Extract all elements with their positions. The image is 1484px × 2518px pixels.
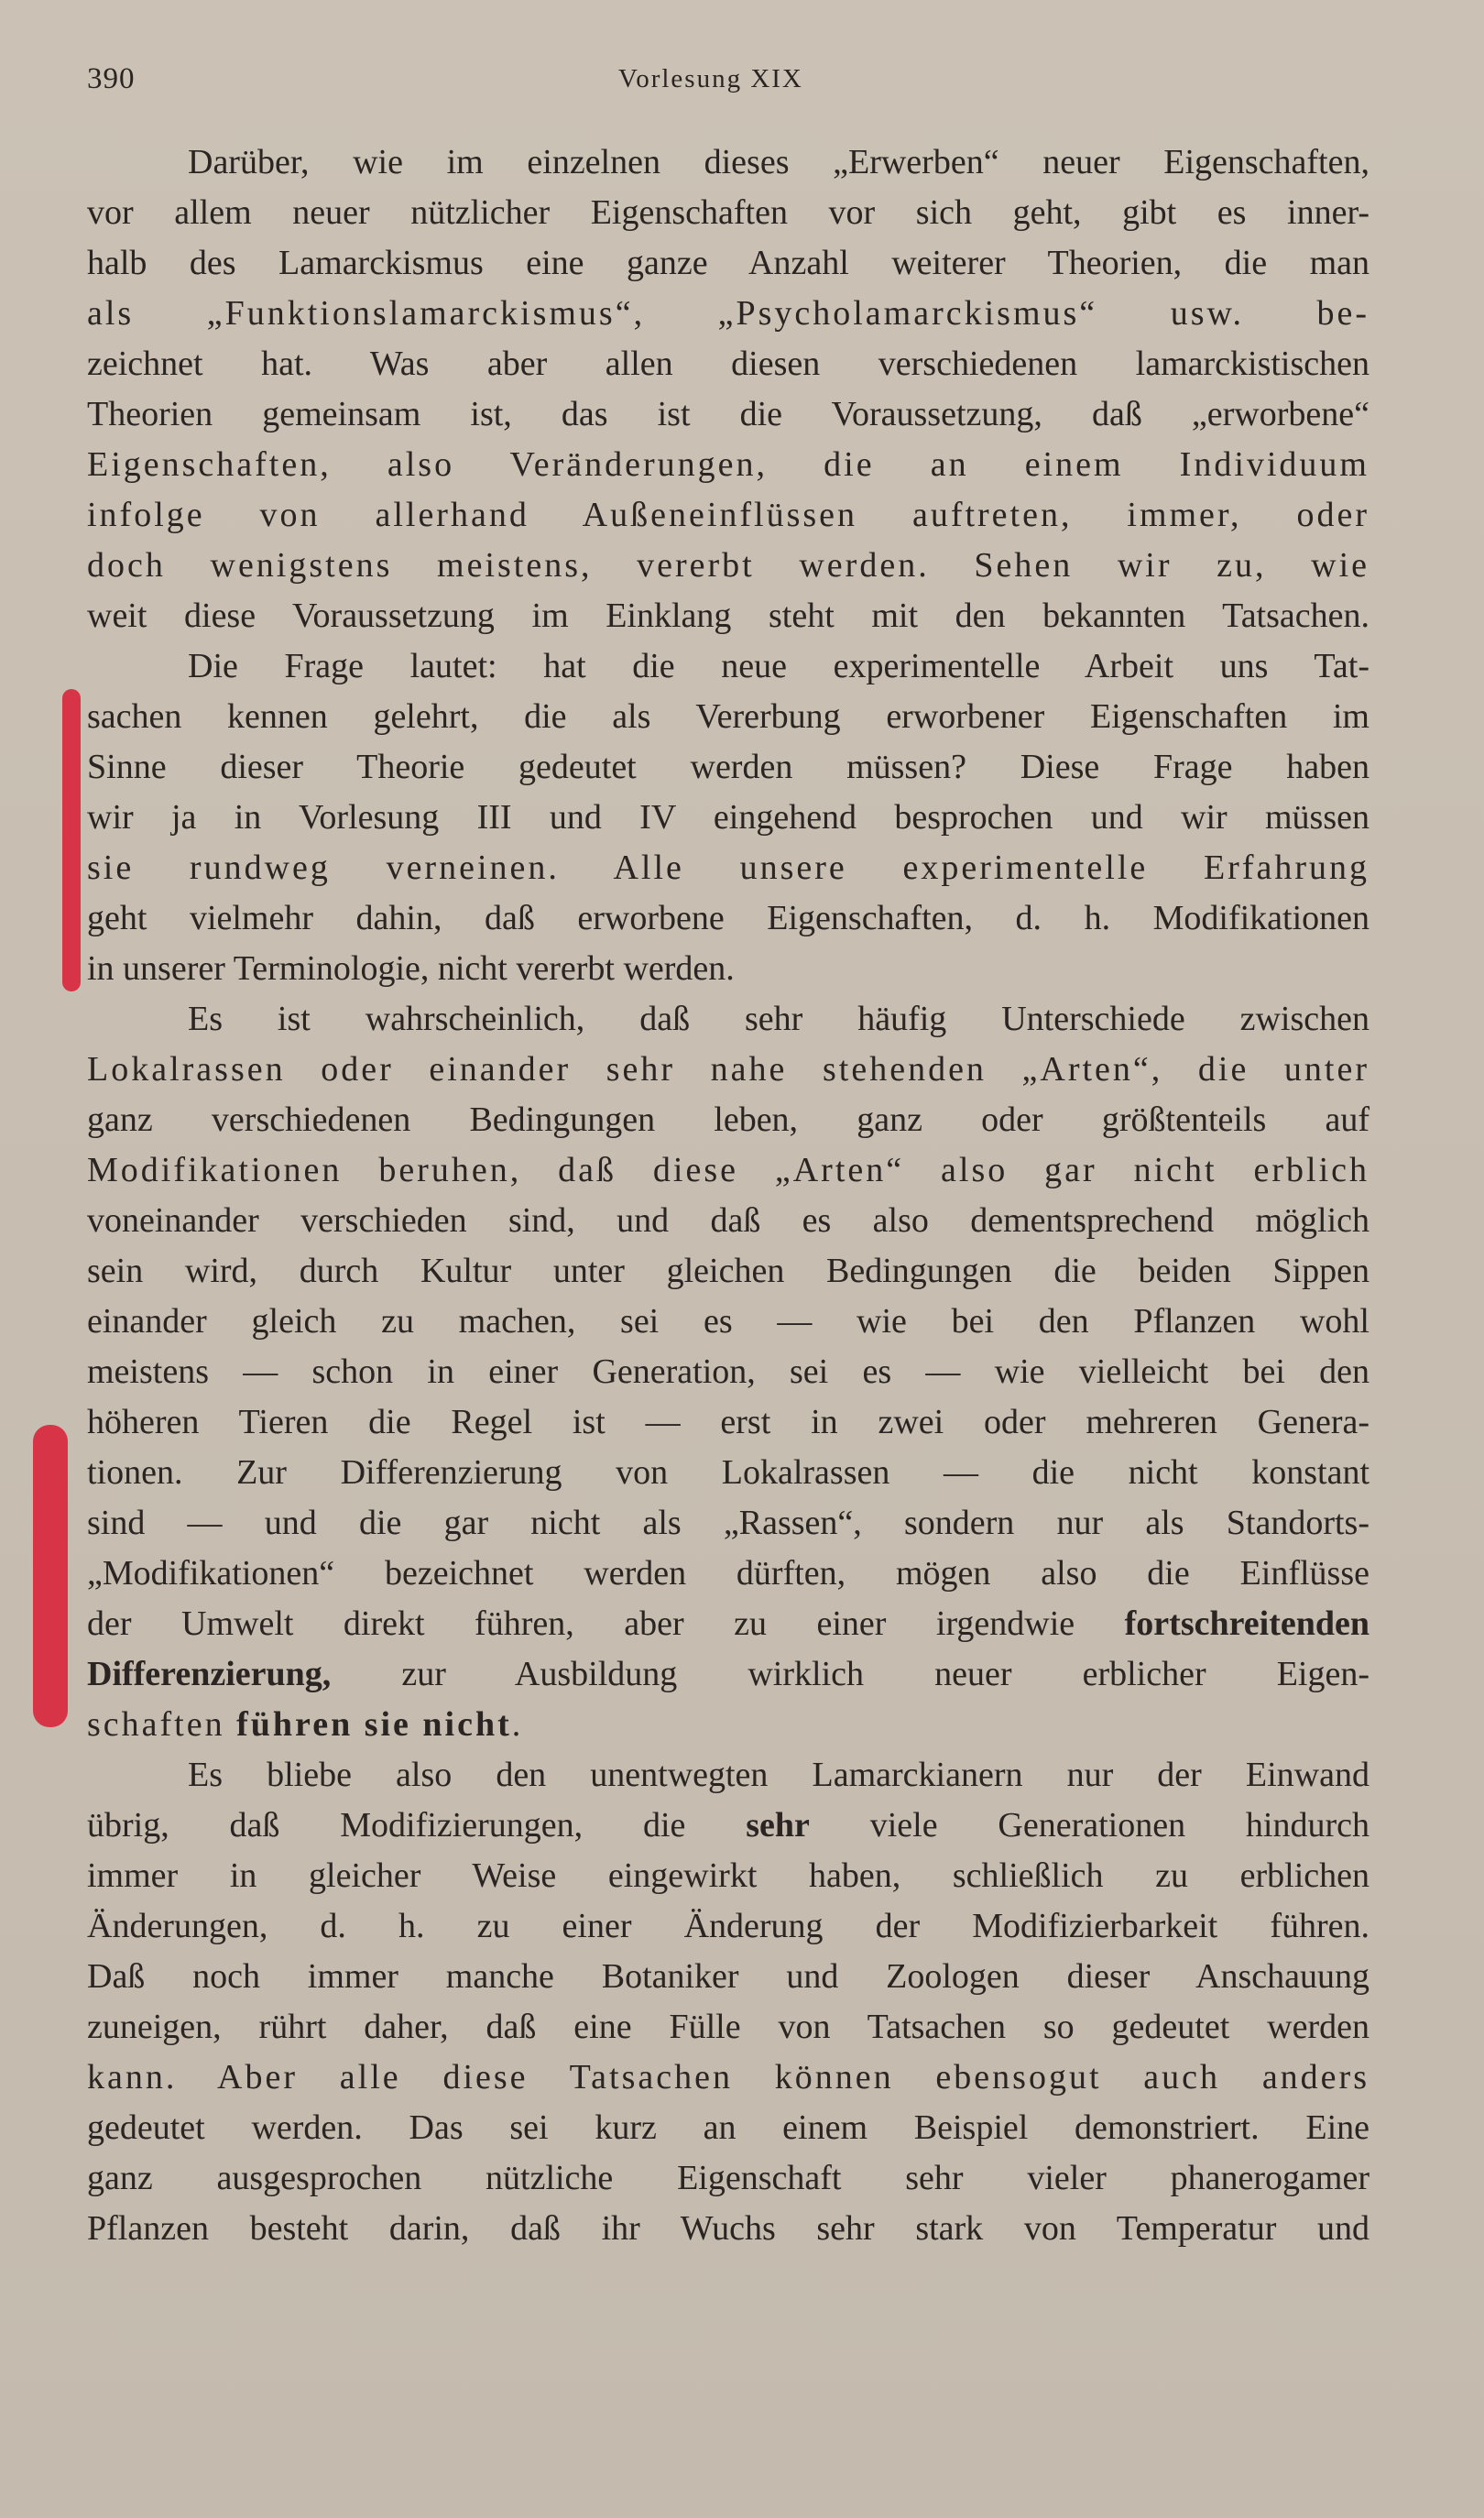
running-head: Vorlesung XIX [618, 64, 803, 93]
text-run: schaften [87, 1705, 237, 1744]
text-line: vor allem neuer nützlicher Eigenschaften vor sich geht, gibt es inner- [87, 193, 1369, 232]
text-line: Theorien gemeinsam ist, das ist die Voraussetzung, daß „erworbene“ [87, 395, 1369, 433]
text-line [87, 1801, 1369, 1851]
text-line: meistens — schon in einer Generation, sei es — wie vielleicht bei den [87, 1352, 1369, 1391]
text-line: Lokalrassen oder einander sehr nahe stehenden „Arten“, die unter [87, 1050, 1369, 1089]
text-line: wir ja in Vorlesung III und IV eingehend besprochen und wir müssen [87, 798, 1369, 837]
text-line: geht vielmehr dahin, daß erworbene Eigenschaften, d. h. Modifikationen [87, 899, 1369, 937]
red-margin-marker-upper [62, 689, 81, 991]
text-line: Sinne dieser Theorie gedeutet werden müssen? Diese Frage haben [87, 748, 1369, 786]
text-line: sein wird, durch Kultur unter gleichen Bedingungen die beiden Sippen [87, 1252, 1369, 1290]
text-line: Es bliebe also den unentwegten Lamarckianern nur der Einwand [188, 1756, 1369, 1794]
text-line: ganz verschiedenen Bedingungen leben, ganz oder größtenteils auf [87, 1100, 1369, 1139]
text-line: tionen. Zur Differenzierung von Lokalrassen — die nicht konstant [87, 1453, 1369, 1492]
text-line: Die Frage lautet: hat die neue experimentelle Arbeit uns Tat- [188, 647, 1369, 685]
text-line: sind — und die gar nicht als „Rassen“, sondern nur als Standorts- [87, 1504, 1369, 1542]
text-line: einander gleich zu machen, sei es — wie bei den Pflanzen wohl [87, 1302, 1369, 1341]
text-line: weit diese Voraussetzung im Einklang steht mit den bekannten Tatsachen. [87, 597, 1369, 635]
red-margin-marker-lower [33, 1425, 68, 1727]
text-line: sie rundweg verneinen. Alle unsere experimentelle Erfahrung [87, 848, 1369, 887]
text-line: doch wenigstens meistens, vererbt werden. Sehen wir zu, wie [87, 546, 1369, 585]
text-run: übrig, daß Modifizierungen, die [87, 1806, 747, 1845]
text-line [87, 1700, 1369, 1750]
page-number: 390 [87, 62, 136, 95]
bold-text-run: Differenzierung, [87, 1655, 332, 1693]
page-header [87, 62, 1369, 108]
bold-text-run: sehr [746, 1806, 810, 1845]
text-line: in unserer Terminologie, nicht vererbt werden. [87, 949, 735, 988]
text-line: ganz ausgesprochen nützliche Eigenschaft sehr vieler phanerogamer [87, 2159, 1369, 2197]
text-run: zur Ausbildung wirklich neuer erblicher Eigen- [331, 1655, 1369, 1693]
text-line: zuneigen, rührt daher, daß eine Fülle von Tatsachen so gedeutet werden [87, 2008, 1369, 2046]
text-line: sachen kennen gelehrt, die als Vererbung erworbener Eigenschaften im [87, 697, 1369, 736]
text-line: infolge von allerhand Außeneinflüssen auftreten, immer, oder [87, 496, 1369, 534]
text-line: Daß noch immer manche Botaniker und Zoologen dieser Anschauung [87, 1957, 1369, 1996]
text-line: höheren Tieren die Regel ist — erst in zwei oder mehreren Genera- [87, 1403, 1369, 1441]
text-line: kann. Aber alle diese Tatsachen können ebensogut auch anders [87, 2058, 1369, 2097]
body-text [87, 137, 1369, 2254]
text-line: als „Funktionslamarckismus“, „Psycholamarckismus“ usw. be- [87, 294, 1369, 333]
text-line: „Modifikationen“ bezeichnet werden dürften, mögen also die Einflüsse [87, 1554, 1369, 1593]
text-line: Eigenschaften, also Veränderungen, die an einem Individuum [87, 445, 1369, 484]
text-line: Änderungen, d. h. zu einer Änderung der Modifizierbarkeit führen. [87, 1907, 1369, 1945]
text-run: der Umwelt direkt führen, aber zu einer irgendwie [87, 1604, 1125, 1643]
text-line [87, 1649, 1369, 1700]
bold-text-run: führen sie nicht [236, 1705, 512, 1744]
text-run: . [511, 1705, 524, 1744]
text-line: immer in gleicher Weise eingewirkt haben, schließlich zu erblichen [87, 1856, 1369, 1895]
bold-text-run: fortschreitenden [1124, 1604, 1369, 1643]
text-line: Es ist wahrscheinlich, daß sehr häufig Unterschiede zwischen [188, 1000, 1369, 1038]
text-line: zeichnet hat. Was aber allen diesen verschiedenen lamarckistischen [87, 345, 1369, 383]
text-line: gedeutet werden. Das sei kurz an einem Beispiel demonstriert. Eine [87, 2108, 1369, 2147]
text-line [87, 1599, 1369, 1649]
text-line: voneinander verschieden sind, und daß es also dementsprechend möglich [87, 1201, 1369, 1240]
text-line: halb des Lamarckismus eine ganze Anzahl weiterer Theorien, die man [87, 244, 1369, 282]
text-line: Darüber, wie im einzelnen dieses „Erwerben“ neuer Eigenschaften, [188, 143, 1369, 181]
text-line: Pflanzen besteht darin, daß ihr Wuchs sehr stark von Temperatur und [87, 2209, 1369, 2248]
text-run: viele Generationen hindurch [809, 1806, 1369, 1845]
text-line: Modifikationen beruhen, daß diese „Arten“ also gar nicht erblich [87, 1151, 1369, 1189]
